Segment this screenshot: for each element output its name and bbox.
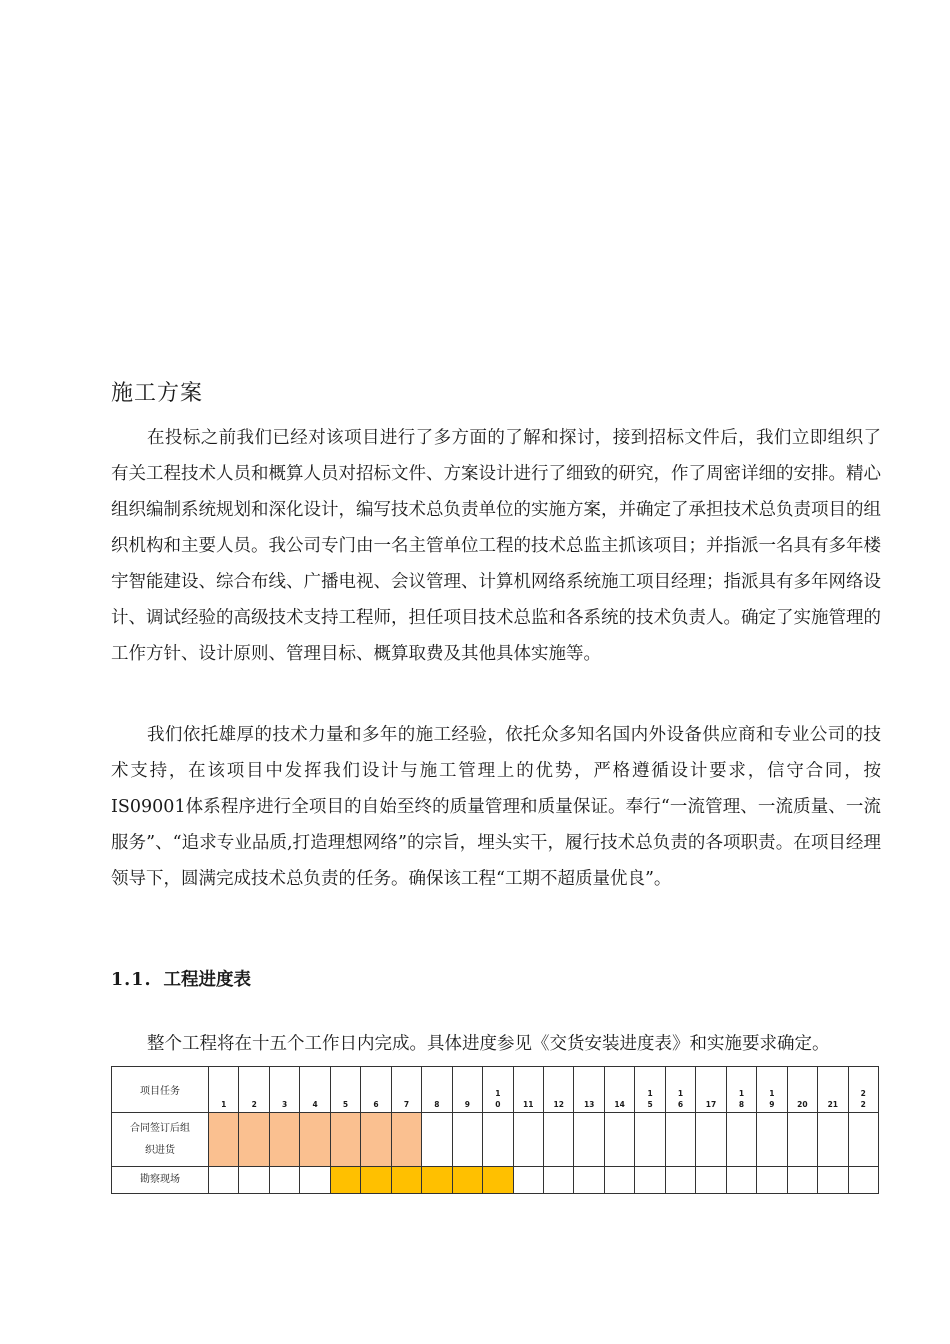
schedule-day-cell (269, 1167, 299, 1194)
schedule-header-row (112, 1067, 879, 1113)
day-header: 1 0 (483, 1067, 513, 1113)
schedule-day-cell (696, 1167, 726, 1194)
schedule-day-cell (483, 1113, 513, 1167)
schedule-active-cell (391, 1167, 421, 1194)
schedule-active-cell (330, 1113, 360, 1167)
schedule-day-cell (665, 1167, 695, 1194)
day-header: 3 (269, 1067, 299, 1113)
schedule-active-cell (209, 1113, 239, 1167)
schedule-active-cell (300, 1113, 330, 1167)
schedule-day-cell (513, 1167, 543, 1194)
day-header: 1 6 (665, 1067, 695, 1113)
day-header: 17 (696, 1067, 726, 1113)
schedule-active-cell (422, 1167, 452, 1194)
schedule-day-cell (574, 1167, 604, 1194)
schedule-day-cell (726, 1167, 756, 1194)
day-header: 1 9 (757, 1067, 787, 1113)
schedule-day-cell (726, 1113, 756, 1167)
schedule-day-cell (513, 1113, 543, 1167)
schedule-active-cell (269, 1113, 299, 1167)
schedule-day-cell (757, 1113, 787, 1167)
day-header: 4 (300, 1067, 330, 1113)
task-name-cell: 勘察现场 (112, 1167, 209, 1194)
day-header: 12 (543, 1067, 573, 1113)
day-header: 11 (513, 1067, 543, 1113)
section-heading (111, 966, 251, 991)
schedule-day-cell (787, 1167, 817, 1194)
document-heading: 施工方案 (111, 381, 204, 406)
schedule-day-cell (665, 1113, 695, 1167)
task-column-header: 项目任务 (112, 1067, 209, 1113)
schedule-day-cell (543, 1113, 573, 1167)
schedule-day-cell (635, 1113, 665, 1167)
schedule-table (111, 1066, 879, 1194)
day-header: 8 (422, 1067, 452, 1113)
day-header: 21 (818, 1067, 848, 1113)
task-row (112, 1167, 879, 1194)
schedule-day-cell (209, 1167, 239, 1194)
schedule-day-cell (757, 1167, 787, 1194)
schedule-day-cell (452, 1113, 482, 1167)
day-header: 2 (239, 1067, 269, 1113)
schedule-active-cell (483, 1167, 513, 1194)
day-header: 1 8 (726, 1067, 756, 1113)
schedule-day-cell (604, 1113, 634, 1167)
day-header: 9 (452, 1067, 482, 1113)
body-paragraph-1: 在投标之前我们已经对该项目进行了多方面的了解和探讨，接到招标文件后，我们立即组织了有关工程技术人员和概算人员对招标文件、方案设计进行了细致的研究，作了周密详细的安排。精心组织编制系统规划和深化设计，编写技术总负责单位的实施方案，并确定了承担技术总负责项目的组织机构和主要人员。我公司专门由一名主管单位工程的技术总监主抓该项目；并指派一名具有多年楼宇智能建设、综合布线、广播电视、会议管理、计算机网络系统施工项目经理；指派具有多年网络设计、调试经验的高级技术支持工程师，担任项目技术总监和各系统的技术负责人。确定了实施管理的工作方针、设计原则、管理目标、概算取费及其他具体实施等。 (111, 428, 881, 664)
schedule-day-cell (574, 1113, 604, 1167)
schedule-day-cell (787, 1113, 817, 1167)
schedule-day-cell (239, 1167, 269, 1194)
schedule-day-cell (604, 1167, 634, 1194)
day-header: 13 (574, 1067, 604, 1113)
day-header: 2 2 (848, 1067, 878, 1113)
section-number: 1.1. (111, 970, 152, 990)
schedule-active-cell (452, 1167, 482, 1194)
schedule-active-cell (391, 1113, 421, 1167)
schedule-day-cell (635, 1167, 665, 1194)
schedule-day-cell (300, 1167, 330, 1194)
task-name-cell: 合同签订后组 织进货 (112, 1113, 209, 1167)
schedule-day-cell (696, 1113, 726, 1167)
schedule-day-cell (818, 1113, 848, 1167)
task-row (112, 1113, 879, 1167)
body-paragraph-2: 我们依托雄厚的技术力量和多年的施工经验，依托众多知名国内外设备供应商和专业公司的技术支持，在该项目中发挥我们设计与施工管理上的优势，严格遵循设计要求，信守合同，按IS09001体系程序进行全项目的自始至终的质量管理和质量保证。奉行“一流管理、一流质量、一流服务”、“追求专业品质,打造理想网络”的宗旨，埋头实干，履行技术总负责的各项职责。在项目经理领导下，圆满完成技术总负责的任务。确保该工程“工期不超质量优良”。 (111, 725, 881, 889)
schedule-day-cell (848, 1113, 878, 1167)
schedule-active-cell (361, 1113, 391, 1167)
day-header: 6 (361, 1067, 391, 1113)
schedule-day-cell (543, 1167, 573, 1194)
schedule-active-cell (361, 1167, 391, 1194)
section-title: 工程进度表 (163, 970, 252, 990)
schedule-day-cell (818, 1167, 848, 1194)
schedule-active-cell (330, 1167, 360, 1194)
day-header: 1 5 (635, 1067, 665, 1113)
schedule-day-cell (422, 1113, 452, 1167)
day-header: 20 (787, 1067, 817, 1113)
schedule-day-cell (848, 1167, 878, 1194)
schedule-intro: 整个工程将在十五个工作日内完成。具体进度参见《交货安装进度表》和实施要求确定。 (147, 1034, 830, 1054)
day-header: 5 (330, 1067, 360, 1113)
schedule-active-cell (239, 1113, 269, 1167)
day-header: 7 (391, 1067, 421, 1113)
day-header: 1 (209, 1067, 239, 1113)
day-header: 14 (604, 1067, 634, 1113)
